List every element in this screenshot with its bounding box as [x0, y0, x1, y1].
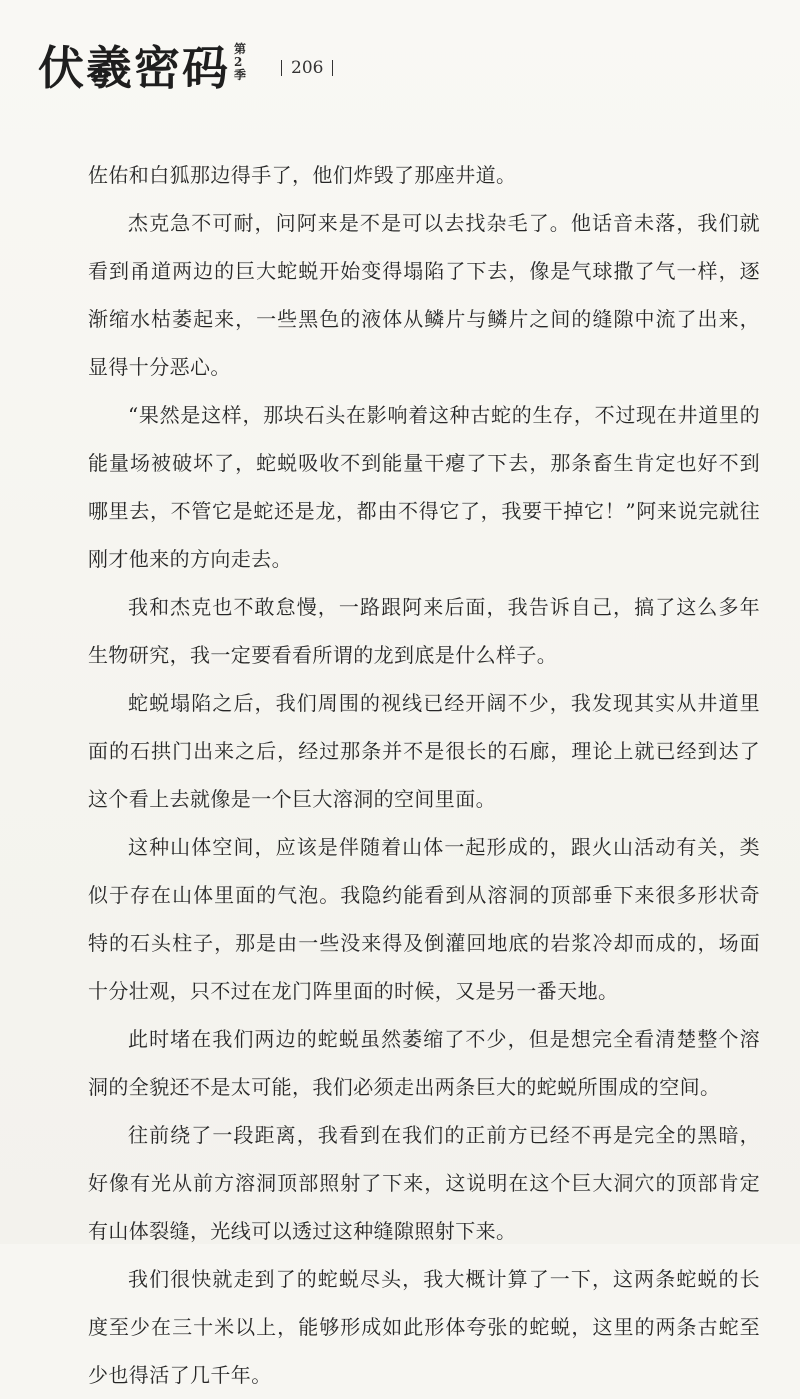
paragraph: “果然是这样，那块石头在影响着这种古蛇的生存，不过现在井道里的能量场被破坏了，蛇蜕吸收不到能量干瘪了下去，那条畜生肯定也好不到哪里去，不管它是蛇还是龙，都由不得它了，我要干掉它！”阿来说完就往刚才他来的方向走去。	[88, 403, 760, 571]
paragraph: 佐佑和白狐那边得手了，他们炸毁了那座井道。	[88, 163, 517, 187]
body-text	[88, 151, 760, 1399]
paragraph: 杰克急不可耐，问阿来是不是可以去找杂毛了。他话音未落，我们就看到甬道两边的巨大蛇蜕开始变得塌陷了下去，像是气球撒了气一样，逐渐缩水枯萎起来，一些黑色的液体从鳞片与鳞片之间的缝隙中流了出来，显得十分恶心。	[88, 211, 760, 379]
page-header	[38, 36, 342, 96]
book-title: 伏羲密码	[38, 41, 230, 95]
paragraph: 此时堵在我们两边的蛇蜕虽然萎缩了不少，但是想完全看清楚整个溶洞的全貌还不是太可能，我们必须走出两条巨大的蛇蜕所围成的空间。	[88, 1027, 760, 1099]
season-char: 第	[234, 42, 247, 56]
paragraph: 蛇蜕塌陷之后，我们周围的视线已经开阔不少，我发现其实从井道里面的石拱门出来之后，经过那条并不是很长的石廊，理论上就已经到达了这个看上去就像是一个巨大溶洞的空间里面。	[88, 691, 760, 811]
page-number: 206	[291, 58, 324, 78]
paragraph: 我们很快就走到了的蛇蜕尽头，我大概计算了一下，这两条蛇蜕的长度至少在三十米以上，能够形成如此形体夸张的蛇蜕，这里的两条古蛇至少也得活了几千年。	[88, 1267, 760, 1387]
season-char: 季	[234, 68, 247, 82]
divider	[332, 60, 333, 76]
season-char: 2	[234, 55, 243, 69]
divider	[281, 60, 282, 76]
paragraph: 我和杰克也不敢怠慢，一路跟阿来后面，我告诉自己，搞了这么多年生物研究，我一定要看看所谓的龙到底是什么样子。	[88, 595, 760, 667]
season-label	[234, 43, 246, 82]
paragraph: 往前绕了一段距离，我看到在我们的正前方已经不再是完全的黑暗，好像有光从前方溶洞顶部照射了下来，这说明在这个巨大洞穴的顶部肯定有山体裂缝，光线可以透过这种缝隙照射下来。	[88, 1123, 760, 1243]
page-number-box	[272, 58, 342, 78]
paragraph: 这种山体空间，应该是伴随着山体一起形成的，跟火山活动有关，类似于存在山体里面的气泡。我隐约能看到从溶洞的顶部垂下来很多形状奇特的石头柱子，那是由一些没来得及倒灌回地底的岩浆冷却而成的，场面十分壮观，只不过在龙门阵里面的时候，又是另一番天地。	[88, 835, 760, 1003]
